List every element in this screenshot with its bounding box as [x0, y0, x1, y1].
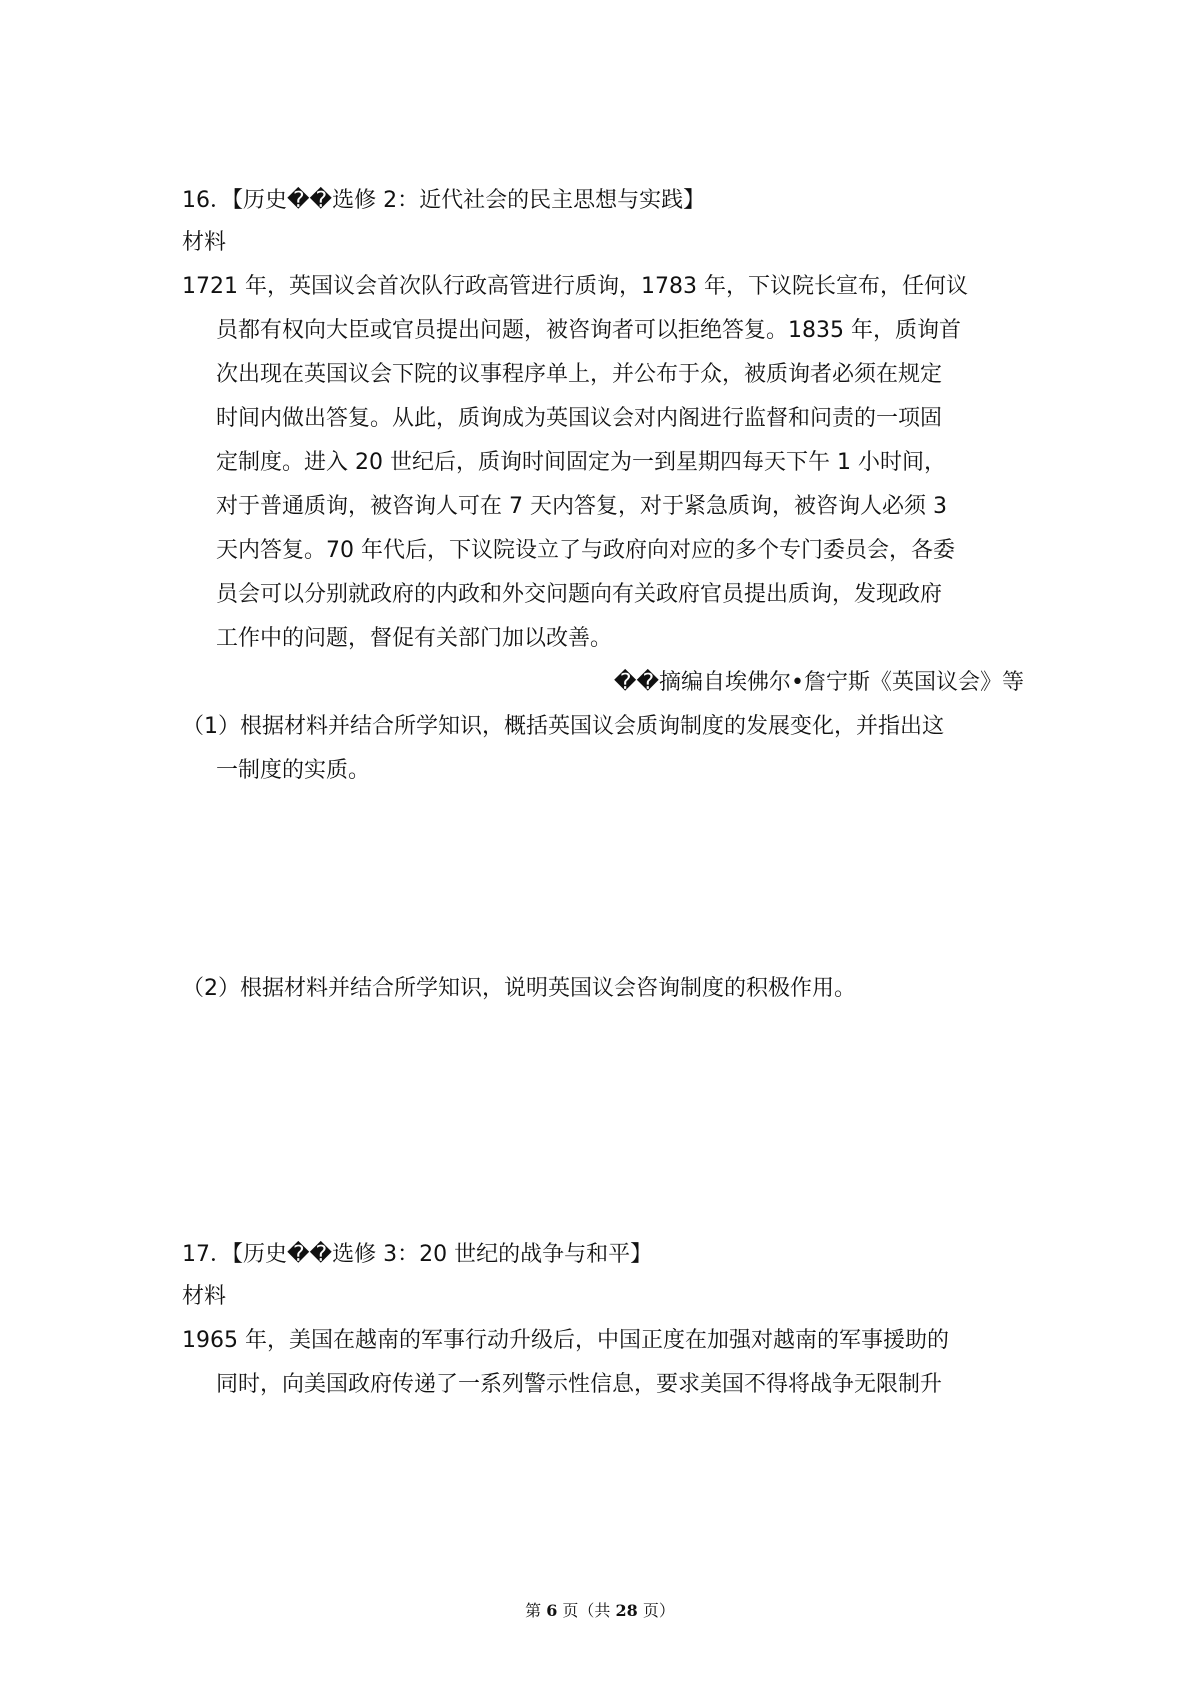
page-footer: [0, 1600, 1200, 1622]
question-16-material-line: 员都有权向大臣或官员提出问题，被咨询者可以拒绝答复。1835 年，质询首: [216, 318, 961, 343]
question-16-material-line: 1721 年，英国议会首次队行政高管进行质询，1783 年，下议院长宣布，任何议: [182, 274, 968, 299]
question-17-material-label: 材料: [182, 1284, 227, 1309]
question-16-subquestion-1: （1）根据材料并结合所学知识，概括英国议会质询制度的发展变化，并指出这: [182, 714, 944, 739]
footer-total-pages: 28: [615, 1601, 638, 1620]
footer-middle: 页（共: [557, 1601, 616, 1620]
question-16-material-label: 材料: [182, 230, 227, 255]
footer-suffix: 页）: [637, 1601, 675, 1620]
question-16-material-line: 员会可以分别就政府的内政和外交问题向有关政府官员提出质询，发现政府: [216, 582, 943, 607]
question-16-subquestion-2: （2）根据材料并结合所学知识，说明英国议会咨询制度的积极作用。: [182, 976, 856, 1001]
question-17-title: 17．【历史��选修 3：20 世纪的战争与和平】: [182, 1242, 653, 1267]
question-17-material-line: 1965 年，美国在越南的军事行动升级后，中国正度在加强对越南的军事援助的: [182, 1328, 949, 1353]
question-16-subquestion-1-continued: 一制度的实质。: [216, 758, 371, 783]
question-17-material-line: 同时，向美国政府传递了一系列警示性信息，要求美国不得将战争无限制升: [216, 1372, 943, 1397]
question-16-material-line: 次出现在英国议会下院的议事程序单上，并公布于众，被质询者必须在规定: [216, 362, 943, 387]
question-16-material-line: 对于普通质询，被咨询人可在 7 天内答复，对于紧急质询，被咨询人必须 3: [216, 494, 947, 519]
footer-page-number: 6: [546, 1601, 558, 1620]
question-16-material-line: 定制度。进入 20 世纪后，质询时间固定为一到星期四每天下午 1 小时间，: [216, 450, 946, 475]
question-16-material-line: 时间内做出答复。从此，质询成为英国议会对内阁进行监督和问责的一项固: [216, 406, 943, 431]
question-16-material-line: 工作中的问题，督促有关部门加以改善。: [216, 626, 613, 651]
footer-prefix: 第: [525, 1601, 547, 1620]
question-16-material-line: 天内答复。70 年代后，下议院设立了与政府向对应的多个专门委员会，各委: [216, 538, 955, 563]
question-16-title: 16．【历史��选修 2：近代社会的民主思想与实践】: [182, 188, 706, 213]
question-16-source-citation: ��摘编自埃佛尔•詹宁斯《英国议会》等: [613, 670, 1024, 695]
